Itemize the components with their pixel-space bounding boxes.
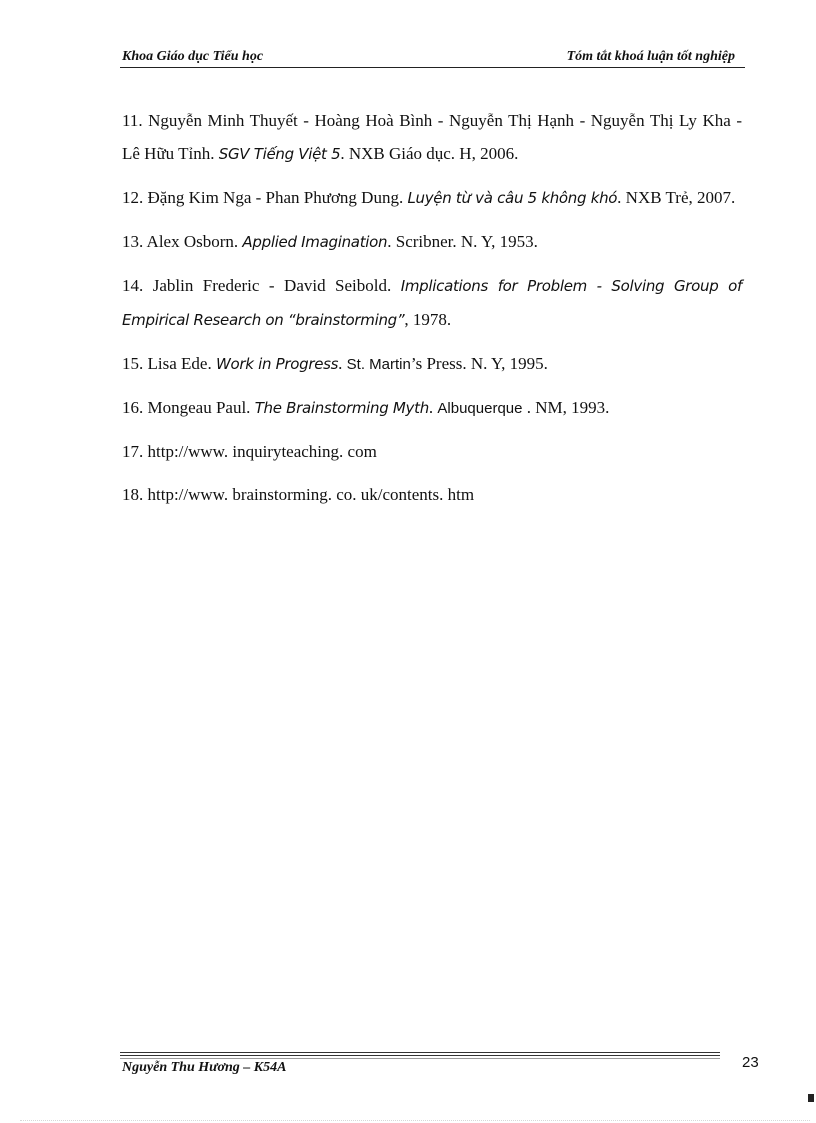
reference-list: [122, 104, 742, 521]
reference-text: 14. Jablin Frederic - David Seibold.: [122, 276, 401, 295]
reference-url: 17. http://www. inquiryteaching. com: [122, 442, 377, 461]
reference-item: [122, 104, 742, 171]
reference-item: [122, 478, 742, 511]
footer-rule: [120, 1052, 720, 1053]
header-document-type: Tóm tắt khoá luận tốt nghiệp: [566, 49, 735, 64]
reference-title: Implications for Problem - Solving Group of Empirical Research on “brainstorming”: [122, 277, 742, 329]
reference-publisher: . NM, 1993.: [522, 398, 610, 417]
reference-separator: .: [428, 398, 438, 417]
header-rule: [120, 67, 745, 68]
page-bottom-border: [20, 1120, 810, 1121]
reference-title: Luyện từ và câu 5 không khó: [407, 189, 618, 207]
reference-title: The Brainstorming Myth: [254, 399, 429, 417]
reference-text: 11. Nguyễn Minh Thuyết - Hoàng Hoà Bình - Nguyễn Thị Hạnh - Nguyễn Thị Ly Kha - Lê Hữu Tỉnh.: [122, 111, 742, 163]
page-edge-mark: [808, 1094, 814, 1102]
header-faculty: Khoa Giáo dục Tiểu học: [122, 49, 264, 64]
reference-text: 12. Đặng Kim Nga - Phan Phương Dung.: [122, 188, 408, 207]
reference-separator: .: [338, 354, 347, 373]
footer-author: Nguyễn Thu Hương – K54A: [122, 1060, 287, 1075]
page-number: 23: [742, 1054, 759, 1071]
reference-title: Applied Imagination: [242, 233, 388, 251]
reference-url: 18. http://www. brainstorming. co. uk/contents. htm: [122, 485, 475, 504]
footer-rule: [120, 1058, 720, 1059]
reference-place: St. Martin: [346, 356, 411, 373]
reference-title: Work in Progress: [215, 355, 339, 373]
reference-publisher: . NXB Giáo dục. H, 2006.: [340, 144, 519, 163]
reference-publisher: . NXB Trẻ, 2007.: [617, 188, 736, 207]
reference-text: 15. Lisa Ede.: [122, 354, 216, 373]
reference-publisher: ’s Press. N. Y, 1995.: [410, 354, 548, 373]
reference-publisher: , 1978.: [404, 310, 452, 329]
reference-item: [122, 181, 742, 215]
reference-item: [122, 435, 742, 468]
reference-item: [122, 391, 742, 425]
reference-item: [122, 269, 742, 337]
reference-item: [122, 347, 742, 381]
footer-rule: [120, 1055, 720, 1056]
reference-text: 13. Alex Osborn.: [122, 232, 243, 251]
reference-publisher: . Scribner. N. Y, 1953.: [387, 232, 538, 251]
reference-text: 16. Mongeau Paul.: [122, 398, 255, 417]
reference-place: Albuquerque: [437, 400, 523, 417]
reference-title: SGV Tiếng Việt 5: [218, 145, 341, 163]
reference-item: [122, 225, 742, 259]
